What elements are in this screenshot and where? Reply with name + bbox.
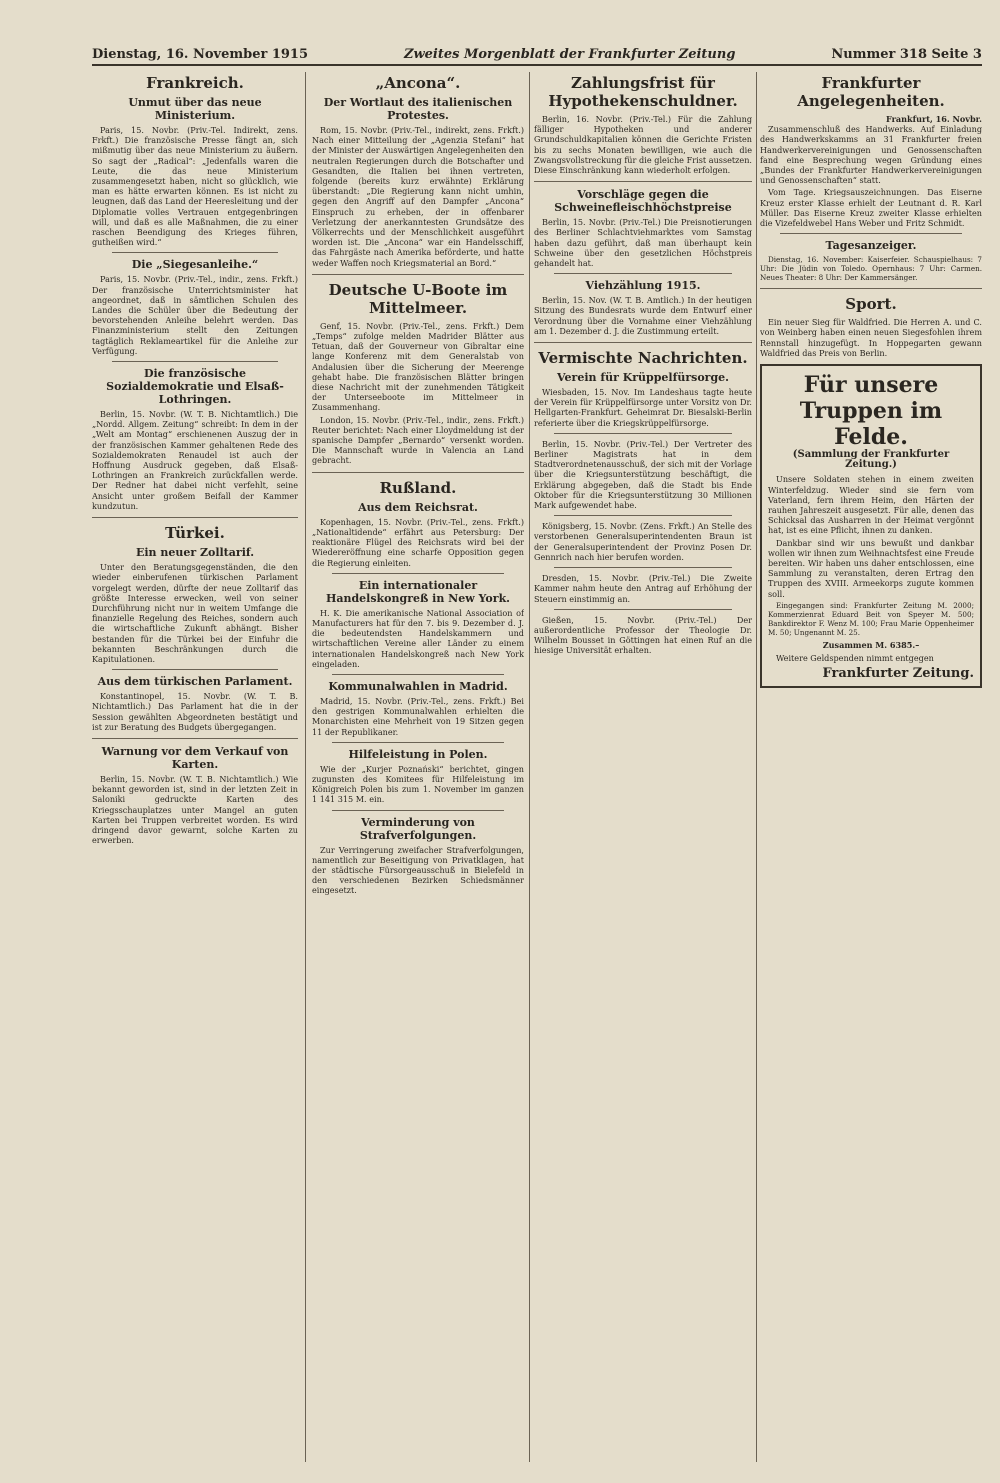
article-heading: Der Wortlaut des italienischen Protestes. bbox=[323, 96, 513, 122]
article-text: Paris, 15. Novbr. (Priv.-Tel., indir., zens. Frkft.) Der französische Unterrichtsminister hat angeordnet, daß in sämtlichen Schulen des Landes die Schüler über die Bedeutung der bevorstehenden Anleihe belehrt werden. Das Finanzministerium stellt den Zeitungen tagtäglich Reklameartikel für die Anleihe zur Verfügung. bbox=[92, 274, 298, 356]
article-heading: Die „Siegesanleihe.“ bbox=[131, 258, 259, 272]
section-heading: Frankfurter Angelegenheiten. bbox=[797, 74, 945, 110]
article-heading: Kommunalwahlen in Madrid. bbox=[328, 679, 508, 693]
appeal-signature: Frankfurter Zeitung. bbox=[822, 666, 974, 682]
article-heading: Hilfeleistung in Polen. bbox=[348, 747, 488, 761]
article-heading: Aus dem Reichsrat. bbox=[358, 500, 478, 514]
section-heading: Frankreich. bbox=[146, 74, 244, 92]
article-heading: Viehzählung 1915. bbox=[585, 279, 701, 293]
article-text: London, 15. Novbr. (Priv.-Tel., indir., zens. Frkft.) Reuter berichtet: Nach einer Lloydmeldung ist der spanische Dampfer „Bernardo“ versenkt worden. Die Mannschaft wurde in Valencia an Land gebracht. bbox=[312, 414, 524, 466]
article-text: Madrid, 15. Novbr. (Priv.-Tel., zens. Frkft.) Bei den gestrigen Kommunalwahlen erhielten die Monarchisten eine Mehrheit von 19 Sitzen gegen 11 der Republikaner. bbox=[312, 695, 524, 737]
article-text: Paris, 15. Novbr. (Priv.-Tel. Indirekt, zens. Frkft.) Die französische Presse fängt an, sich mißmutig über das neue Ministerium zu äußern. So sagt der „Radical“: „Jedenfalls waren die Leute, die das neue Ministerium zusammengesetzt haben, nicht so glücklich, wie man es hätte erwarten können. Es ist nicht zu leugnen, daß das Land der Heeresleitung und der Diplomatie volles Vertrauen entgegenbringen will, und daß es alle Maßnahmen, die zu einer raschen Beendigung des Krieges führen, gutheißen wird.“ bbox=[92, 125, 298, 248]
divider bbox=[112, 252, 278, 253]
column-rule bbox=[756, 72, 757, 1462]
article-text: Berlin, 15. Novbr. (Priv.-Tel.) Der Vertreter des Berliner Magistrats hat in dem Stadtverordnetenausschuß, der sich mit der Vorlage über die Kriegsunterstützung beschäftigt, die Erklärung abgegeben, daß die Stadt bis Ende Oktober für die Kriegsunterstützung 30 Millionen Mark aufgewendet habe. bbox=[534, 438, 752, 511]
column-rule bbox=[529, 72, 530, 1462]
page-header bbox=[92, 44, 982, 66]
section-heading: Zahlungsfrist für Hypothekenschuldner. bbox=[548, 74, 738, 110]
dateline: Frankfurt, 16. Novbr. bbox=[885, 114, 982, 124]
article-heading: Warnung vor dem Verkauf von Karten. bbox=[101, 744, 289, 771]
article-text: Dienstag, 16. November: Kaiserfeier. Schauspielhaus: 7 Uhr: Die Jüdin von Toledo. Opernhaus: 7 Uhr: Carmen. Neues Theater: 8 Uhr: Der Kammersänger. bbox=[760, 255, 982, 283]
divider bbox=[780, 233, 962, 234]
divider bbox=[112, 669, 278, 670]
header-page-number: Nummer 318 Seite 3 bbox=[831, 46, 982, 62]
article-heading: Tagesanzeiger. bbox=[825, 239, 917, 253]
article-text: Vom Tage. Kriegsauszeichnungen. Das Eiserne Kreuz erster Klasse erhielt der Leutnant d. R. Karl Müller. Das Eiserne Kreuz zweiter Klasse erhielten die Vizefeldwebel Hans Weber und Fritz Schmidt. bbox=[760, 187, 982, 229]
header-date: Dienstag, 16. November 1915 bbox=[92, 46, 309, 62]
appeal-text: Weitere Geldspenden nimmt entgegen bbox=[776, 653, 934, 664]
column-1 bbox=[92, 72, 298, 1472]
divider bbox=[332, 573, 504, 574]
article-text: Rom, 15. Novbr. (Priv.-Tel., indirekt, zens. Frkft.) Nach einer Mitteilung der „Agenzia Stefani“ hat der Minister der Auswärtigen Angelegenheiten den neutralen Regierungen durch die Botschafter und Gesandten, die Italien bei ihnen vertreten, folgende (bereits kurz erwähnte) Erklärung überstandt: „Die Regierung kann nicht umhin, gegen den Angriff auf den Dampfer „Ancona“ Einspruch zu erheben, der in offenbarer Verletzung der anerkanntesten Grundsätze des Völkerrechts und der Menschlichkeit ausgeführt worden ist. Die „Ancona“ war ein Handelsschiff, das Fahrgäste nach Amerika beförderte, und hatte weder Waffen noch Kriegsmaterial an Bord.“ bbox=[312, 125, 524, 268]
column-3 bbox=[534, 72, 752, 1472]
article-text: Ein neuer Sieg für Waldfried. Die Herren A. und C. von Weinberg haben einen neuen Siegesfohlen ihrem Rennstall hinzugefügt. In Hoppegarten gewann Waldfried das Preis von Berlin. bbox=[760, 317, 982, 358]
article-text: Zur Verringerung zweifacher Strafverfolgungen, namentlich zur Beseitigung von Privatklagen, hat der städtische Fürsorgeausschuß in Bielefeld in den verschiedenen Bezirken Schiedsmänner eingesetzt. bbox=[312, 844, 524, 896]
column-4 bbox=[760, 72, 982, 1472]
article-heading: Ein neuer Zolltarif. bbox=[135, 546, 255, 560]
divider bbox=[534, 342, 752, 343]
divider bbox=[554, 567, 732, 568]
article-text: Wie der „Kurjer Poznański“ berichtet, gingen zugunsten des Komitees für Hilfeleistung im Königreich Polen bis zum 1. November im ganzen 1 141 315 M. ein. bbox=[312, 763, 524, 805]
divider bbox=[332, 742, 504, 743]
appeal-subheading: (Sammlung der Frankfurter Zeitung.) bbox=[792, 449, 950, 471]
article-text: Unter den Beratungsgegenständen, die den wieder einberufenen türkischen Parlament vorgelegt werden, dürfte der neue Zolltarif das größte Interesse erwecken, weil von seiner Durchführung nicht nur in weitem Umfange die finanzielle Regelung des Reiches, sondern auch die wirtschaftliche Zukunft abhängt. Bisher bestanden für die Türkei bei der Einfuhr die bekannten Beschränkungen durch die Kapitulationen. bbox=[92, 562, 298, 664]
divider bbox=[554, 515, 732, 516]
article-text: H. K. Die amerikanische National Association of Manufacturers hat für den 7. bis 9. Dezember d. J. die bedeutendsten Handelskammern und wirtschaftlichen Vereine aller Länder zu einem internationalen Handelskongreß nach New York eingeladen. bbox=[312, 607, 524, 669]
section-heading: Sport. bbox=[845, 295, 897, 314]
article-heading: Verminderung von Strafverfolgungen. bbox=[359, 815, 477, 842]
article-text: Berlin, 16. Novbr. (Priv.-Tel.) Für die Zahlung fälliger Hypotheken und anderer Grundschuldkapitalien können die Gerichte Fristen bis zu sechs Monaten bewilligen, wie auch die Zwangsvollstreckung für die gleiche Frist aussetzen. Diese Einschränkung kann wiederholt erfolgen. bbox=[534, 114, 752, 176]
donation-total: Zusammen M. 6385.– bbox=[822, 639, 920, 650]
appeal-text: Unsere Soldaten stehen in einem zweiten Winterfeldzug. Wieder sind sie fern vom Vaterland, fern ihrem Heim, den Härten der rauhen Jahreszeit ausgesetzt. Für alle, denen das Schicksal das Ausharren in der Heimat vergönnt hat, ist es eine Pflicht, ihnen zu danken. bbox=[768, 474, 974, 536]
article-text: Gießen, 15. Novbr. (Priv.-Tel.) Der außerordentliche Professor der Theologie Dr. Wilhelm Bousset in Göttingen hat einen Ruf an die hiesige Universität erhalten. bbox=[534, 614, 752, 656]
article-text: Konstantinopel, 15. Novbr. (W. T. B. Nichtamtlich.) Das Parlament hat die in der Session gewählten Abgeordneten bestätigt und ist zur Beratung des Budgets übergegangen. bbox=[92, 691, 298, 732]
divider bbox=[332, 674, 504, 675]
column-2 bbox=[312, 72, 524, 1472]
section-heading: Rußland. bbox=[379, 478, 457, 497]
article-heading: Aus dem türkischen Parlament. bbox=[97, 675, 293, 689]
article-text: Zusammenschluß des Handwerks. Auf Einladung des Handwerkskamms an 31 Frankfurter freien Handwerkervereinigungen und Genossenschaften fand eine Besprechung wegen Gründung eines „Bundes der Frankfurter Handwerkervereinigungen und Genossenschaften“ statt. bbox=[760, 124, 982, 186]
article-heading: Unmut über das neue Ministerium. bbox=[128, 96, 262, 122]
divider bbox=[760, 288, 982, 289]
article-text: Berlin, 15. Novbr. (W. T. B. Nichtamtlich.) Die „Nordd. Allgem. Zeitung“ schreibt: In dem in der „Welt am Montag“ erschienenen Auszug der in der französischen Kammer gehaltenen Rede des Sozialdemokraten Renaudel ist auch der Hoffnung Ausdruck gegeben, daß Elsaß-Lothringen an Frankreich zurückfallen werde. Der Redner hat dabei nicht verfehlt, seine Ansicht unter großem Beifall der Kammer kundzutun. bbox=[92, 409, 298, 511]
appeal-text: Dankbar sind wir uns bewußt und dankbar wollen wir ihnen zum Weihnachtsfest eine Freude bereiten. Wir haben uns daher entschlossen, eine Sammlung zu veranstalten, deren Ertrag den Truppen des XVIII. Armeekorps zugute kommen soll. bbox=[768, 537, 974, 599]
divider bbox=[554, 273, 732, 274]
column-rule bbox=[305, 72, 306, 1462]
article-text: Berlin, 15. Nov. (W. T. B. Amtlich.) In der heutigen Sitzung des Bundesrats wurde dem Entwurf einer Verordnung über die Vornahme einer Viehzählung am 1. Dezember d. J. die Zustimmung erteilt. bbox=[534, 295, 752, 336]
divider bbox=[92, 738, 298, 739]
article-text: Dresden, 15. Novbr. (Priv.-Tel.) Die Zweite Kammer nahm heute den Antrag auf Erhöhung der Steuern einstimmig an. bbox=[534, 573, 752, 604]
donor-list: Eingegangen sind: Frankfurter Zeitung M. 2000; Kommerzienrat Eduard Beit von Speyer M. 500; Bankdirektor F. Wenz M. 100; Frau Marie Oppenheimer M. 50; Ungenannt M. 25. bbox=[768, 600, 974, 637]
appeal-box bbox=[760, 364, 982, 687]
section-heading: Deutsche U-Boote im Mittelmeer. bbox=[328, 280, 508, 317]
section-heading: „Ancona“. bbox=[375, 74, 461, 92]
article-text: Genf, 15. Novbr. (Priv.-Tel., zens. Frkft.) Dem „Temps“ zufolge melden Madrider Blätter aus Tetuan, daß der Gouverneur von Gibraltar eine lange Konferenz mit dem Generalstab von Andalusien über die Sicherung der Meerenge gehabt habe. Die französischen Blätter bringen diese Nachricht mit der zunehmenden Tätigkeit der Unterseeboote im Mittelmeer in Zusammenhang. bbox=[312, 320, 524, 413]
article-text: Berlin, 15. Novbr. (Priv.-Tel.) Die Preisnotierungen des Berliner Schlachtviehmarktes vom Samstag haben dazu geführt, daß man überhaupt kein Schweine über den gesetzlichen Höchstpreis gehandelt hat. bbox=[534, 217, 752, 269]
section-heading: Vermischte Nachrichten. bbox=[538, 349, 748, 368]
divider bbox=[92, 517, 298, 518]
article-text: Kopenhagen, 15. Novbr. (Priv.-Tel., zens. Frkft.) „Nationaltidende“ erfährt aus Petersburg: Der reaktionäre Flügel des Reichsrats wird bei der Wiedereröffnung eine scharfe Opposition gegen die Regierung einleiten. bbox=[312, 516, 524, 568]
header-paper-name: Zweites Morgenblatt der Frankfurter Zeitung bbox=[403, 46, 736, 62]
divider bbox=[534, 181, 752, 182]
article-heading: Die französische Sozialdemokratie und Elsaß-Lothringen. bbox=[106, 367, 284, 407]
article-text: Berlin, 15. Novbr. (W. T. B. Nichtamtlich.) Wie bekannt geworden ist, sind in der letzten Zeit in Saloniki gedruckte Karten des Kriegsschauplatzes unter Mangel an guten Karten bei Truppen verbreitet worden. Es wird dringend davor gewarnt, solche Karten zu erwerben. bbox=[92, 773, 298, 846]
article-heading: Vorschläge gegen die Schweinefleischhöchstpreise bbox=[554, 188, 732, 215]
appeal-heading: Für unsere Truppen im Felde. bbox=[799, 372, 943, 451]
section-heading: Türkei. bbox=[165, 524, 225, 543]
article-text: Wiesbaden, 15. Nov. Im Landeshaus tagte heute der Verein für Krüppelfürsorge unter Vorsitz von Dr. Hellgarten-Frankfurt. Geheimrat Dr. Biesalski-Berlin referierte über die Kriegskrüppelfürsorge. bbox=[534, 387, 752, 428]
article-heading: Verein für Krüppelfürsorge. bbox=[557, 371, 729, 385]
divider bbox=[312, 274, 524, 275]
divider bbox=[112, 361, 278, 362]
article-heading: Ein internationaler Handelskongreß in New York. bbox=[325, 578, 511, 605]
divider bbox=[554, 609, 732, 610]
divider bbox=[554, 433, 732, 434]
divider bbox=[332, 810, 504, 811]
divider bbox=[312, 472, 524, 473]
article-text: Königsberg, 15. Novbr. (Zens. Frkft.) An Stelle des verstorbenen Generalsuperintendenten Braun ist der Generalsuperintendent der Provinz Posen Dr. Gennrich nach hier berufen worden. bbox=[534, 521, 752, 562]
